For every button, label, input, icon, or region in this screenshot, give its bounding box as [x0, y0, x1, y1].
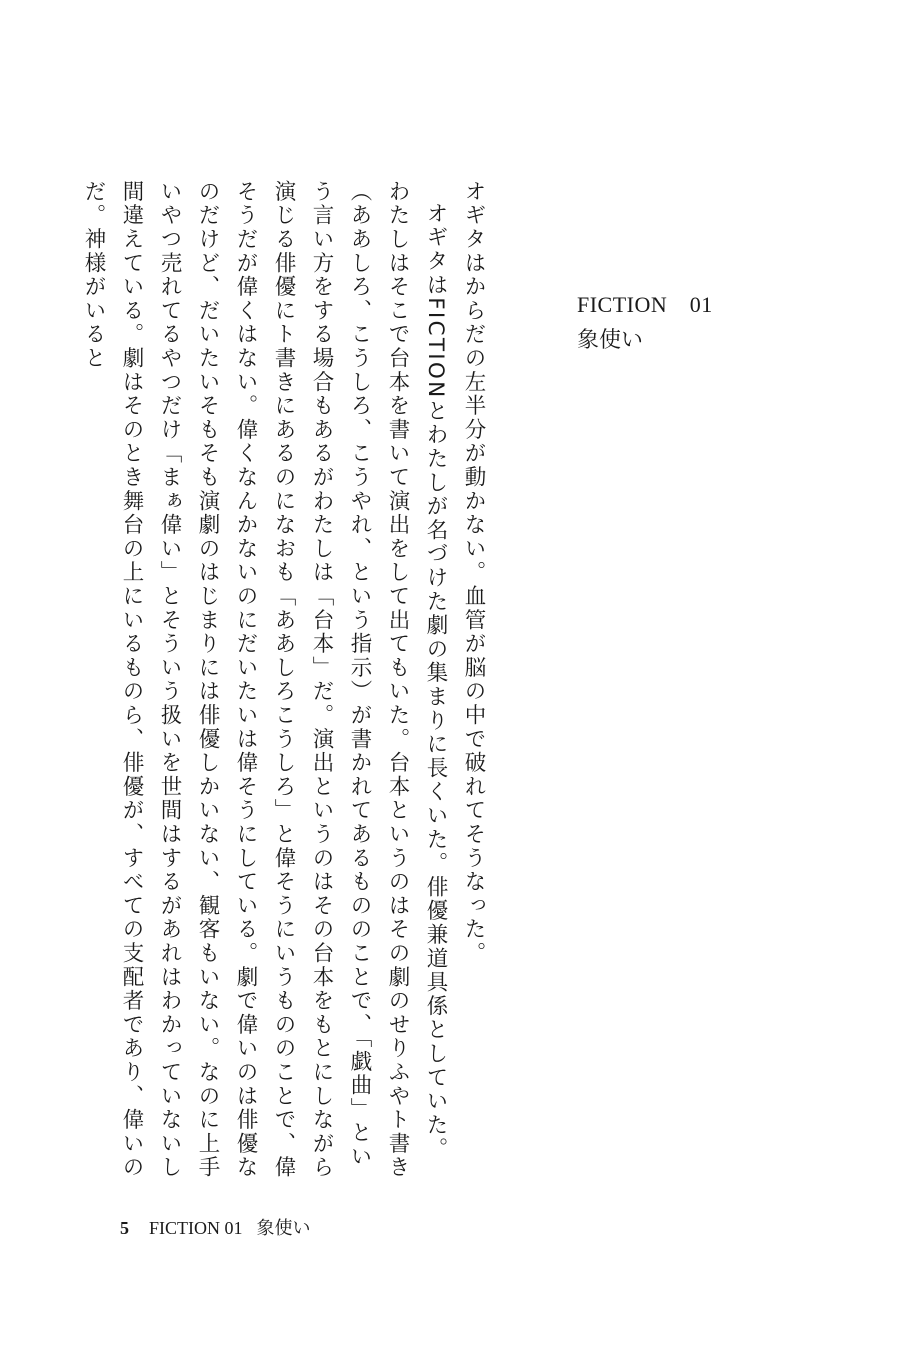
- footer-title: 象使い: [256, 1218, 311, 1239]
- chapter-header: [577, 290, 837, 356]
- body-text: [81, 180, 492, 1180]
- page-number: 5: [120, 1218, 129, 1238]
- running-footer: [120, 1216, 311, 1241]
- chapter-title: 象使い: [577, 328, 644, 353]
- chapter-label: FICTION 01: [577, 292, 713, 317]
- paragraph: オギタはからだの左半分が動かない。血管が脳の中で破れてそうなった。: [461, 180, 486, 966]
- paragraph: オギタはFICTIONとわたしが名づけた劇の集まりに長くいた。俳優兼道具係としていた。わたしはそこで台本を書いて演出をして出てもいた。台本というのはその劇のせりふやト書き（ああしろ、こうしろ、こうやれ、という指示）が書かれてあるもののことで、「戯曲」という言い方をする場合もあるがわたしは「台本」だ。演出というのはその台本をもとにしながら演じる俳優にト書きにあるのになおも「ああしろこうしろ」と偉そうにいうもののことで、偉そうだが偉くはない。偉くなんかないのにだいたいは偉そうにしている。劇で偉いのは俳優なのだけど、だいたいそもそも演劇のはじまりには俳優しかいない、観客もいない。なのに上手いやつ売れてるやつだけ「まぁ偉い」とそういう扱いを世間はするがあれはわかっていないし間違えている。劇はそのとき舞台の上にいるものら、俳優が、すべての支配者であり、偉いのだ。神様がいると: [81, 180, 448, 1180]
- footer-chapter: FICTION 01: [149, 1218, 243, 1238]
